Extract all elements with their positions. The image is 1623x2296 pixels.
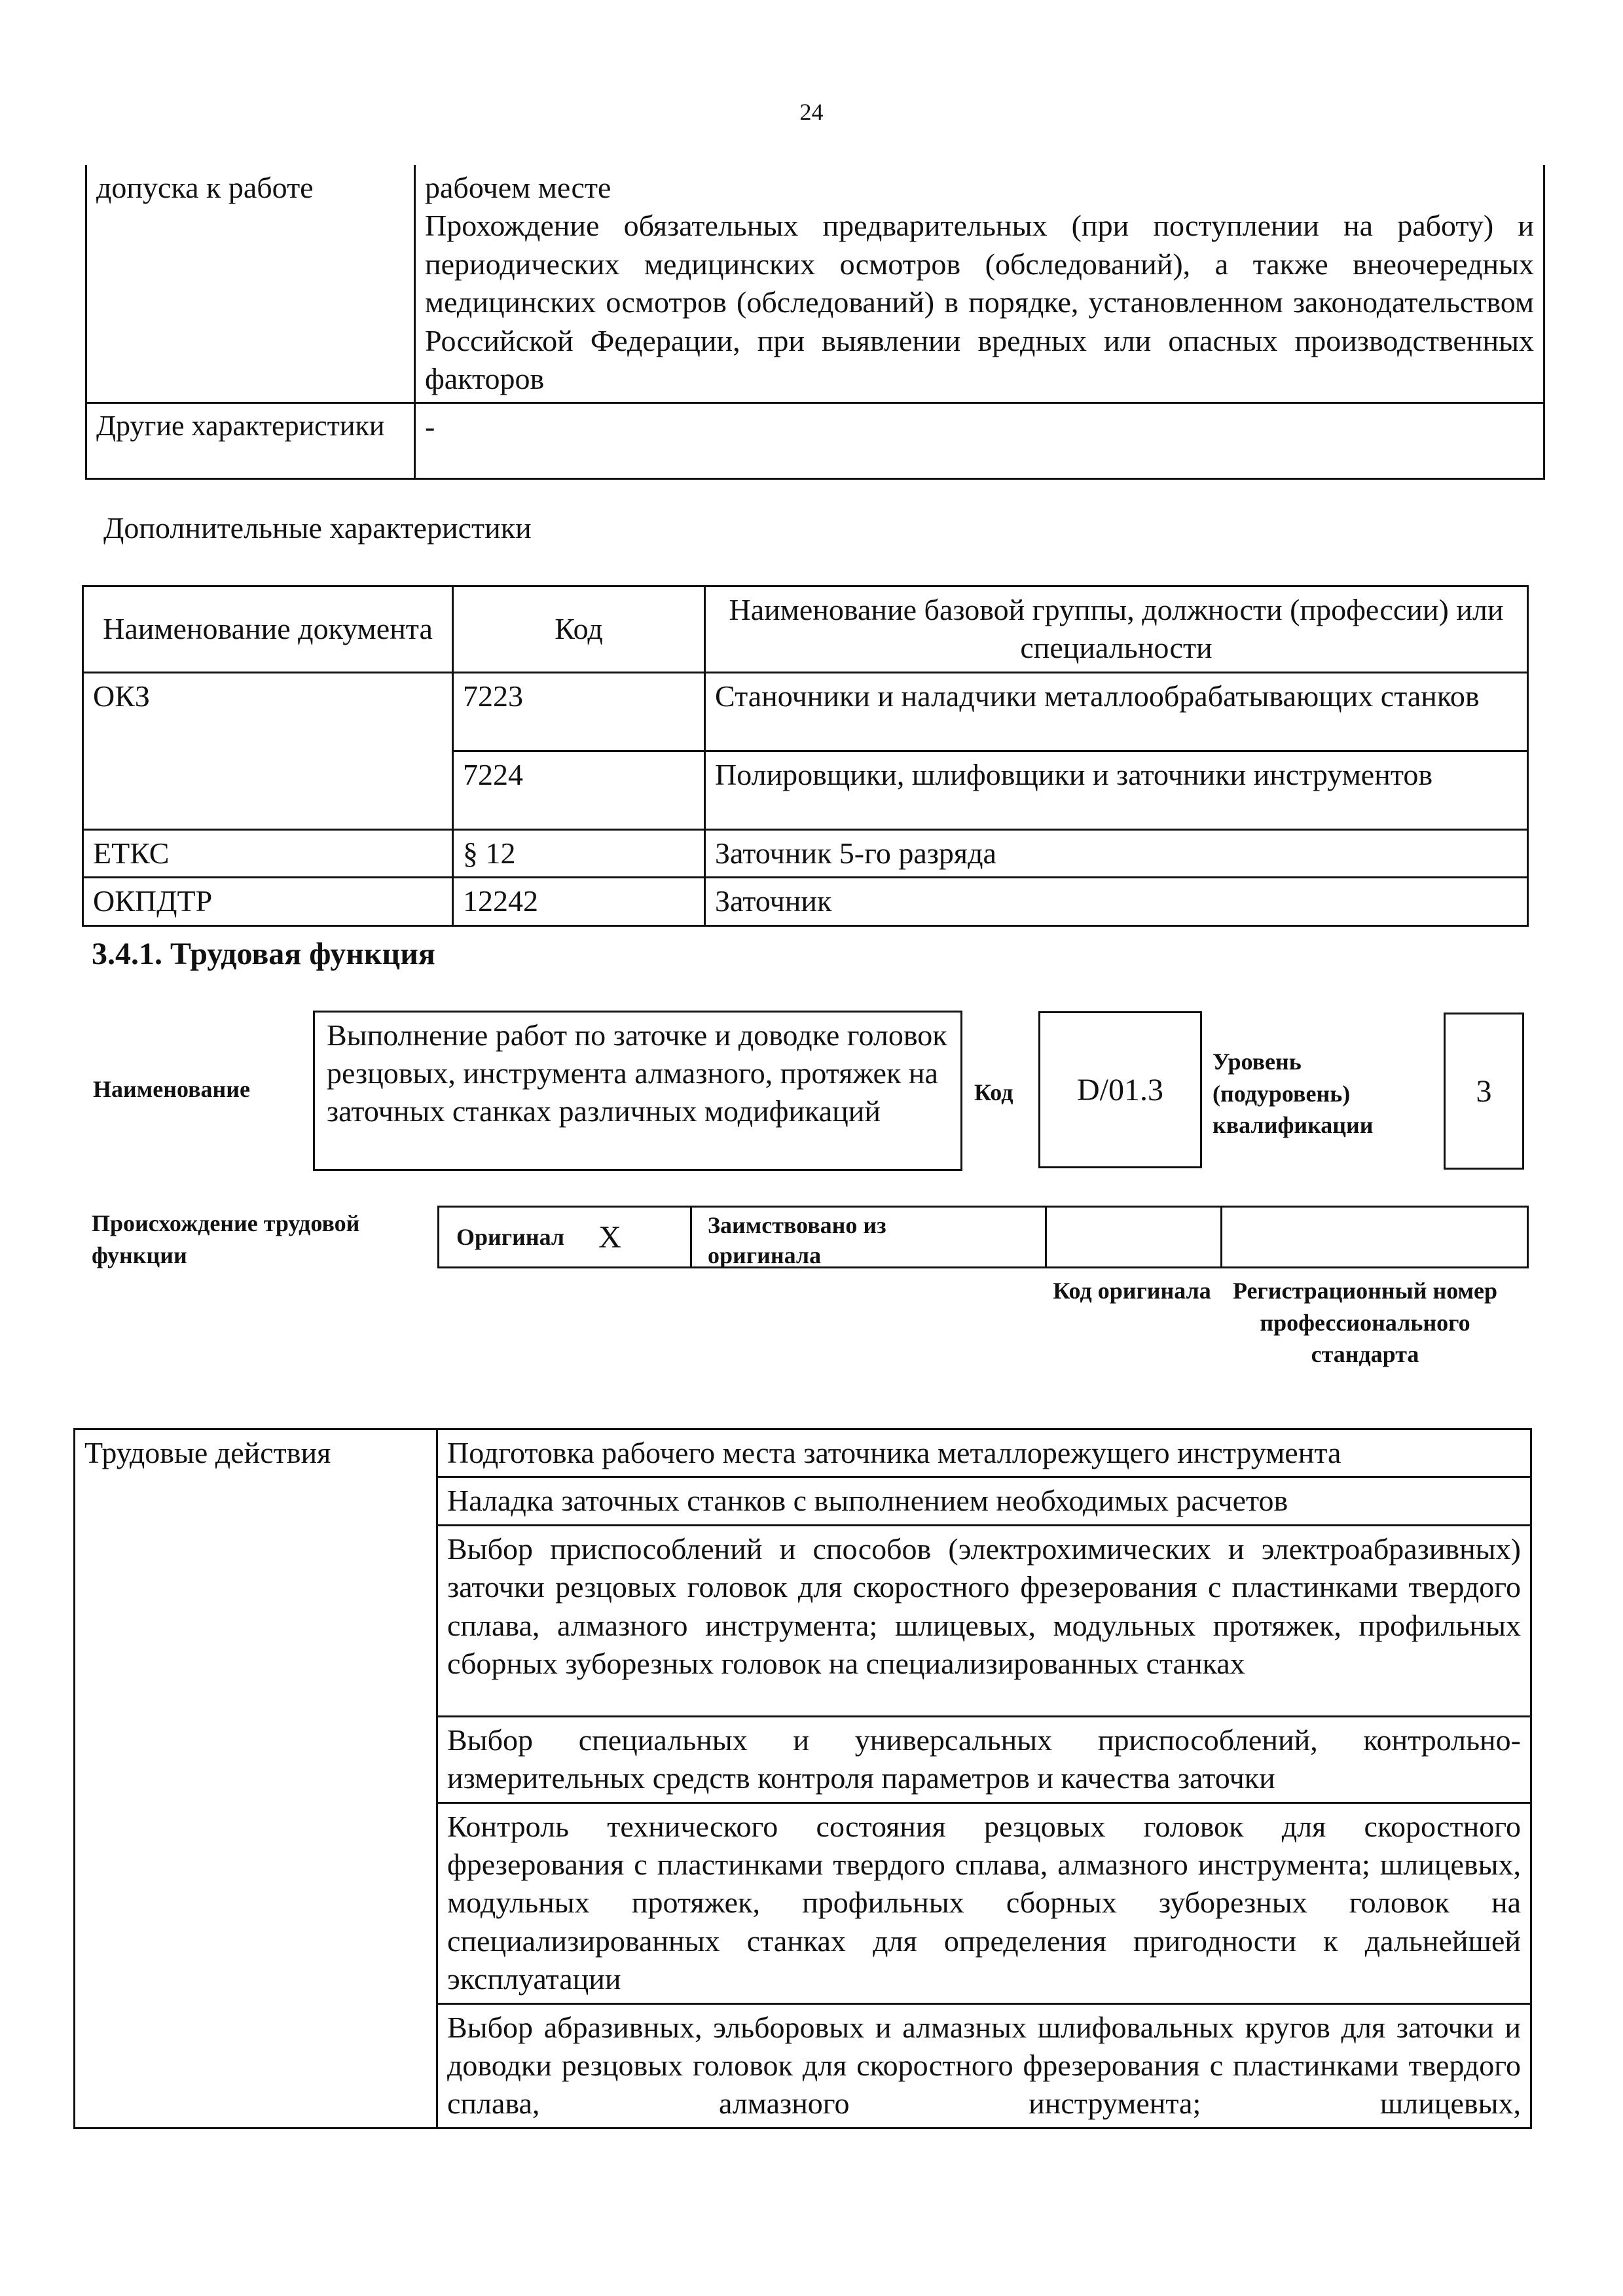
reg-number-caption: Регистрационный номер профессионального стандарта	[1232, 1278, 1498, 1368]
original-label: Оригинал	[456, 1223, 565, 1250]
action-item: Выбор приспособлений и способов (электрохимических и электроабразивных) заточки резцовых головок для скоростного фрезерования с пластинками твердого сплава, алмазного инструмента; шлицевых, модульных протяжек, профильных сборных зуборезных головок на специализированных станках	[437, 1525, 1531, 1716]
name-cell: Полировщики, шлифовщики и заточники инструментов	[705, 751, 1528, 829]
additional-characteristics-table	[82, 585, 1529, 927]
borrowed-cell	[692, 1208, 1047, 1269]
code-original-caption: Код оригинала	[1053, 1278, 1211, 1304]
original-cell	[439, 1208, 692, 1266]
table-row	[75, 1429, 1531, 1477]
code-original-cell	[1047, 1208, 1222, 1266]
table-row	[86, 403, 1544, 479]
action-item: Контроль технического состояния резцовых головок для скоростного фрезерования с пластинками твердого сплава, алмазного инструмента; шлицевых, модульных протяжек, профильных сборных зуборезных головок на специализированных станках для определения пригодности к дальнейшей эксплуатации	[437, 1803, 1531, 2003]
table-row	[83, 672, 1528, 751]
function-name-box: Выполнение работ по заточке и доводке головок резцовых, инструмента алмазного, протяжек на заточных станках различных модификаций	[313, 1011, 962, 1171]
action-item: Выбор абразивных, эльборовых и алмазных шлифовальных кругов для заточки и доводки резцовых головок для скоростного фрезерования с пластинками твердого сплава, алмазного инструмента; шлицевых,	[437, 2003, 1531, 2128]
name-label: Наименование	[93, 1076, 250, 1102]
action-item: Наладка заточных станков с выполнением необходимых расчетов	[437, 1477, 1531, 1525]
borrowed-label: Заимствовано из оригинала	[708, 1212, 886, 1269]
table-header-row	[83, 586, 1528, 673]
action-item: Подготовка рабочего места заточника металлорежущего инструмента	[437, 1429, 1531, 1477]
name-cell: Станочники и наладчики металлообрабатывающих станков	[705, 672, 1528, 751]
code-cell: § 12	[453, 829, 705, 877]
origin-label: Происхождение трудовой функции	[92, 1210, 360, 1268]
actions-label: Трудовые действия	[75, 1429, 437, 2128]
code-cell: 7224	[453, 751, 705, 829]
table-row	[83, 878, 1528, 925]
row-label: Другие характеристики	[86, 403, 415, 479]
column-header: Наименование базовой группы, должности (профессии) или специальности	[705, 586, 1528, 673]
name-cell: Заточник 5-го разряда	[705, 829, 1528, 877]
code-label: Код	[974, 1079, 1013, 1105]
column-header: Наименование документа	[83, 586, 453, 673]
name-cell: Заточник	[705, 878, 1528, 925]
level-label: Уровень (подуровень) квалификации	[1213, 1049, 1374, 1139]
reg-number-cell	[1222, 1208, 1527, 1266]
doc-cell: ОКПДТР	[83, 878, 453, 925]
origin-box	[437, 1206, 1529, 1268]
row-label: допуска к работе	[86, 165, 415, 403]
labor-actions-table	[73, 1428, 1532, 2129]
doc-cell: ЕТКС	[83, 829, 453, 877]
code-cell: 12242	[453, 878, 705, 925]
page-number: 24	[799, 99, 824, 125]
section-title: 3.4.1. Трудовая функция	[92, 937, 435, 971]
action-item: Выбор специальных и универсальных приспособлений, контрольно-измерительных средств контроля параметров и качества заточки	[437, 1716, 1531, 1803]
value-line: Прохождение обязательных предварительных (при поступлении на работу) и периодических медицинских осмотров (обследований), а также внеочередных медицинских осмотров (обследований) в порядке, установленном законодательством Российской Федерации, при выявлении вредных или опасных производственных факторов	[425, 209, 1534, 396]
level-value: 3	[1476, 1073, 1492, 1109]
code-cell: 7223	[453, 672, 705, 751]
value-line: рабочем месте	[425, 171, 611, 204]
level-box	[1444, 1013, 1524, 1170]
column-header: Код	[453, 586, 705, 673]
table-row	[86, 165, 1544, 403]
admission-table	[85, 165, 1545, 480]
function-code-box	[1038, 1011, 1202, 1168]
original-mark: X	[598, 1219, 621, 1255]
table-row	[83, 829, 1528, 877]
doc-cell: ОКЗ	[83, 672, 453, 829]
row-value	[415, 165, 1544, 403]
function-code-value: D/01.3	[1077, 1072, 1163, 1107]
row-value: -	[415, 403, 1544, 479]
additional-characteristics-caption: Дополнительные характеристики	[103, 511, 532, 545]
